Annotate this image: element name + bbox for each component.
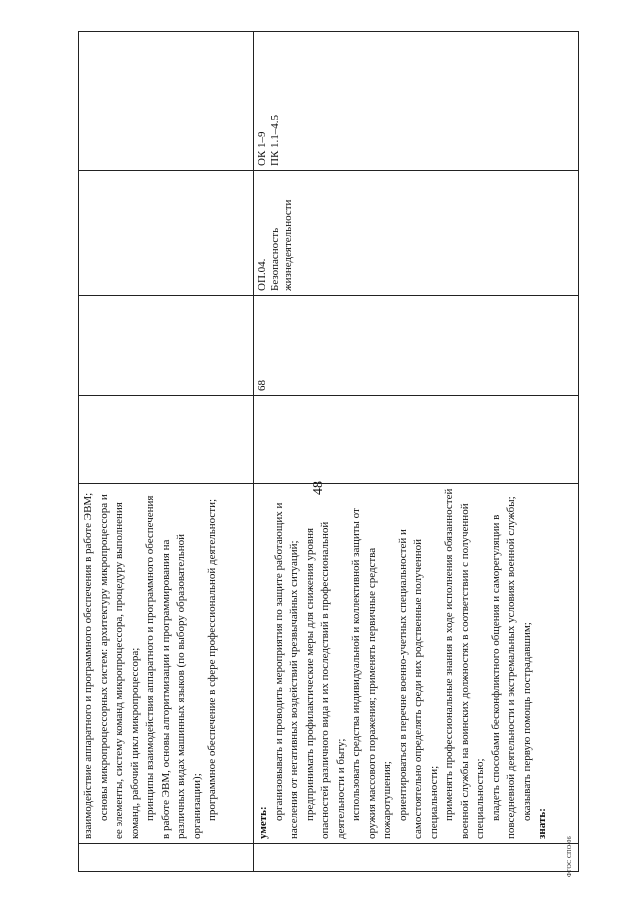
table-row-bottom <box>254 32 579 872</box>
content-line: основы микропроцессорных систем: архитектуру микропроцессора и ее элементы, систему команд микропроцессора, процедуру выполнения команд, рабочий цикл микропроцессора; <box>97 494 141 839</box>
content-line: предпринимать профилактические меры для снижения уровня опасностей различного вида и их последствий в профессиональной деятельности и быту; <box>303 521 347 839</box>
empty-cell <box>79 171 254 296</box>
empty-cell <box>79 396 254 484</box>
discipline-name: Безопасность жизнедеятельности <box>269 199 294 291</box>
empty-cell <box>79 32 254 171</box>
competency-pk: ПК 1.1–4.5 <box>269 114 281 166</box>
content-line: применять профессиональные знания в ходе исполнения обязанностей военной службы на воинских должностях в соответствии с полученной специальностью; <box>443 488 486 839</box>
hours-value: 68 <box>256 380 268 391</box>
empty-cell <box>254 396 579 484</box>
discipline-code: ОП.04. <box>256 258 268 291</box>
content-line: программное обеспечение в сфере профессиональной деятельности; <box>206 498 218 821</box>
curriculum-table-frame <box>78 32 568 872</box>
competency-ok: ОК 1–9 <box>256 131 268 166</box>
competencies-cell <box>254 32 579 171</box>
znat-label: знать: <box>536 808 548 839</box>
content-line: ориентироваться в перечне военно-учетных специальностей и самостоятельно определять среди них родственные полученной специальности; <box>396 529 440 839</box>
empty-cell <box>79 296 254 396</box>
empty-cell <box>254 844 579 872</box>
content-line: организовывать и проводить мероприятия по защите работающих и населения от негативных воздействий чрезвычайных ситуаций; <box>272 502 300 839</box>
hours-cell <box>254 296 579 396</box>
content-line: использовать средства индивидуальной и коллективной защиты от оружия массового поражения; применять первичные средства пожаротушения; <box>350 508 393 839</box>
content-line: оказывать первую помощь пострадавшим; <box>520 622 533 821</box>
content-line: взаимодействие аппаратного и программного обеспечения в работе ЭВМ; <box>82 492 94 839</box>
content-line: владеть способами бесконфликтного общения и саморегуляции в повседневной деятельности и экстремальных условиях военной службы; <box>489 496 517 839</box>
empty-cell <box>79 844 254 872</box>
table-row-top <box>79 32 254 872</box>
content-line: принципы взаимодействия аппаратного и программного обеспечения в работе ЭВМ, основы алгоритмизации и программирования на различных видах машинных языков (по выбору образовательной организации); <box>144 495 203 839</box>
umet-label: уметь: <box>257 806 269 839</box>
footer-label: ФГОС СПО-06 <box>567 836 573 877</box>
content-cell-top <box>79 484 254 844</box>
content-cell-bottom <box>254 484 579 844</box>
discipline-cell <box>254 171 579 296</box>
curriculum-table <box>78 31 579 872</box>
page-number: 48 <box>311 481 326 495</box>
